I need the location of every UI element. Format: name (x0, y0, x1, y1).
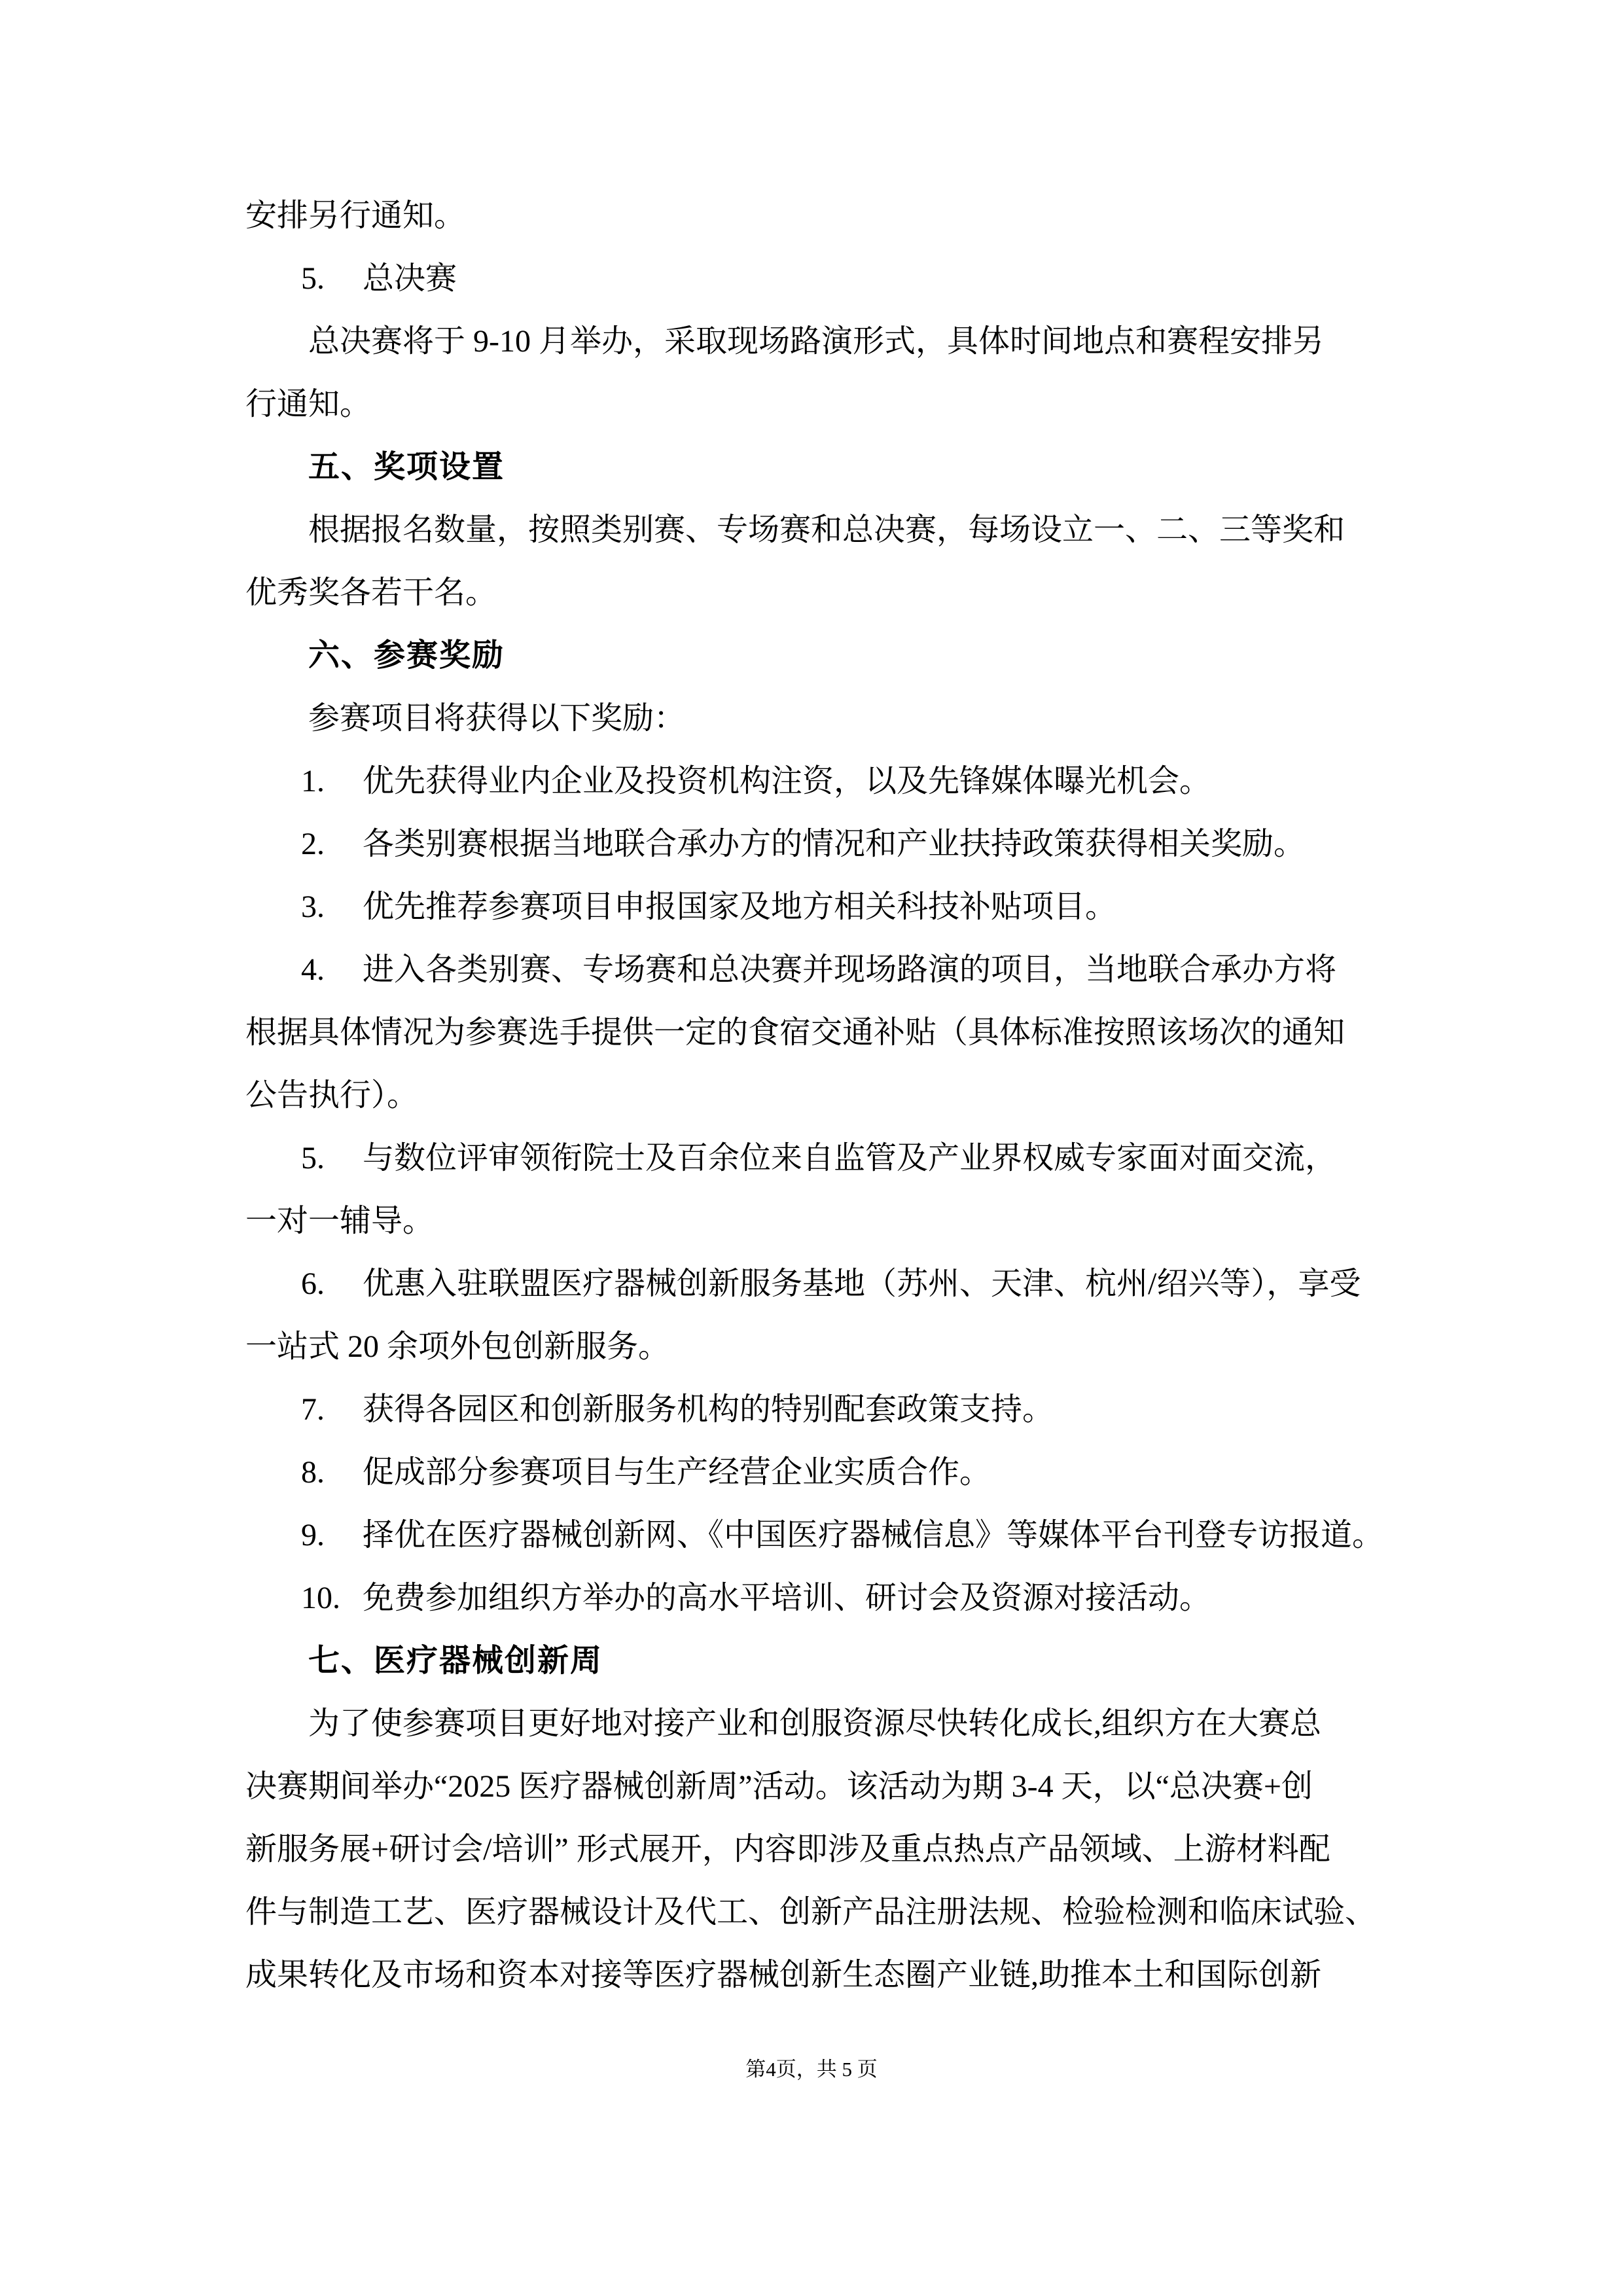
list-item-text: 各类别赛根据当地联合承办方的情况和产业扶持政策获得相关奖励。 (363, 827, 1306, 861)
numbered-list-item (245, 1441, 1378, 1504)
numbered-list-item (245, 1567, 1378, 1630)
numbered-list-item (245, 813, 1378, 876)
numbered-list-item (245, 247, 1378, 310)
paragraph-line: 行通知。 (245, 387, 372, 422)
paragraph-line: 根据报名数量，按照类别赛、专场赛和总决赛，每场设立一、二、三等奖和 (308, 512, 1346, 547)
section-heading: 五、奖项设置 (308, 450, 505, 484)
list-item-number: 9. (301, 1518, 325, 1552)
list-item-text: 进入各类别赛、专场赛和总决赛并现场路演的项目，当地联合承办方将 (363, 952, 1337, 987)
paragraph-line: 安排另行通知。 (245, 198, 466, 233)
list-item-number: 7. (301, 1392, 325, 1427)
list-item-text: 免费参加组织方举办的高水平培训、研讨会及资源对接活动。 (363, 1581, 1211, 1615)
list-item-number: 8. (301, 1455, 325, 1490)
list-item-text: 与数位评审领衔院士及百余位来自监管及产业界权威专家面对面交流， (363, 1141, 1337, 1175)
numbered-list-item (245, 1253, 1378, 1316)
list-item-number: 3. (301, 889, 325, 924)
document-body (245, 185, 1384, 2007)
paragraph-line: 件与制造工艺、医疗器械设计及代工、创新产品注册法规、检验检测和临床试验、 (245, 1895, 1377, 1929)
paragraph-line: 根据具体情况为参赛选手提供一定的食宿交通补贴（具体标准按照该场次的通知 (245, 1015, 1346, 1050)
list-item-text: 优先获得业内企业及投资机构注资，以及先锋媒体曝光机会。 (363, 764, 1211, 798)
list-item-number: 2. (301, 827, 325, 861)
list-item-text: 优先推荐参赛项目申报国家及地方相关科技补贴项目。 (363, 889, 1117, 924)
section-heading: 六、参赛奖励 (308, 638, 505, 673)
page-number-footer: 第4页，共 5 页 (745, 2058, 878, 2081)
paragraph-line: 新服务展+研讨会/培训” 形式展开，内容即涉及重点热点产品领域、上游材料配 (245, 1832, 1330, 1867)
paragraph-line: 总决赛将于 9-10 月举办，采取现场路演形式，具体时间地点和赛程安排另 (308, 324, 1324, 359)
list-item-text: 优惠入驻联盟医疗器械创新服务基地（苏州、天津、杭州/绍兴等），享受 (363, 1266, 1361, 1301)
numbered-list-item (245, 1378, 1378, 1441)
list-item-number: 5. (301, 261, 325, 296)
paragraph-line: 一站式 20 余项外包创新服务。 (245, 1329, 670, 1364)
numbered-list-item (245, 1127, 1378, 1190)
list-item-text: 总决赛 (363, 261, 457, 296)
numbered-list-item (245, 1504, 1384, 1567)
list-item-number: 10. (301, 1581, 340, 1615)
numbered-list-item (245, 876, 1378, 939)
paragraph-line: 成果转化及市场和资本对接等医疗器械创新生态圈产业链,助推本土和国际创新 (245, 1958, 1322, 1992)
list-item-text: 择优在医疗器械创新网、《中国医疗器械信息》等媒体平台刊登专访报道。 (363, 1518, 1384, 1552)
list-item-number: 5. (301, 1141, 325, 1175)
list-item-text: 获得各园区和创新服务机构的特别配套政策支持。 (363, 1392, 1054, 1427)
paragraph-line: 为了使参赛项目更好地对接产业和创服资源尽快转化成长,组织方在大赛总 (308, 1706, 1322, 1741)
paragraph-line: 参赛项目将获得以下奖励： (308, 701, 686, 736)
paragraph-line: 公告执行）。 (245, 1078, 419, 1113)
numbered-list-item (245, 939, 1378, 1001)
list-item-text: 促成部分参赛项目与生产经营企业实质合作。 (363, 1455, 991, 1490)
list-item-number: 1. (301, 764, 325, 798)
section-heading: 七、医疗器械创新周 (308, 1643, 603, 1678)
paragraph-line: 一对一辅导。 (245, 1204, 435, 1238)
paragraph-line: 优秀奖各若干名。 (245, 575, 497, 610)
numbered-list-item (245, 750, 1378, 813)
list-item-number: 6. (301, 1266, 325, 1301)
list-item-number: 4. (301, 952, 325, 987)
paragraph-line: 决赛期间举办“2025 医疗器械创新周”活动。该活动为期 3-4 天，以“总决赛+创 (245, 1769, 1313, 1804)
